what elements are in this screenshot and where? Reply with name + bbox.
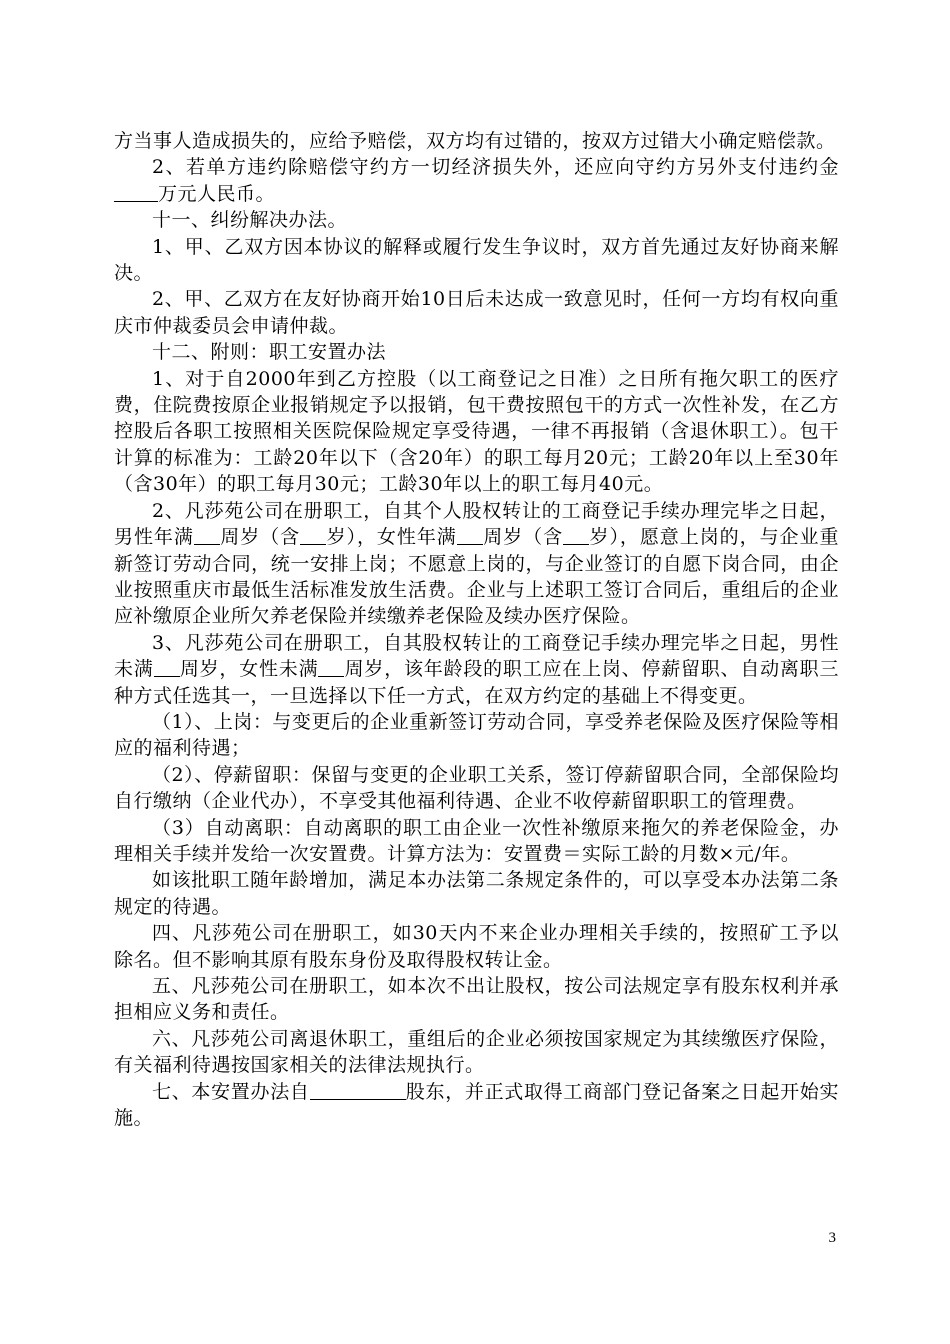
paragraph-text: 万元人民币。 [158, 182, 276, 205]
paragraph-text: 十二、附则：职工安置办法 [152, 341, 387, 364]
paragraph [114, 630, 839, 709]
paragraph-text: （1）、上岗：与变更后的企业重新签订劳动合同，享受养老保险及医疗保险等相应的福利待遇； [114, 710, 839, 760]
paragraph [114, 498, 839, 630]
fill-in-blank [194, 526, 220, 545]
paragraph [114, 207, 839, 233]
paragraph [114, 867, 839, 920]
paragraph-text: 十一、纠纷解决办法。 [152, 209, 348, 232]
fill-in-blank [114, 183, 158, 202]
paragraph-text: 岁），愿意上岗的，与企业重新签订劳动合同，统一安排上岗；不愿意上岗的，与企业签订的自愿下岗合同，由企业按照重庆市最低生活标准发放生活费。企业与上述职工签订合同后，重组后的企业应补缴原企业所欠养老保险并续缴养老保险及续办医疗保险。 [114, 526, 839, 628]
fill-in-blank [563, 526, 589, 545]
paragraph [114, 286, 839, 339]
paragraph [114, 128, 839, 154]
page-number: 3 [828, 1230, 836, 1246]
paragraph-text: 2、甲、乙双方在友好协商开始10日后未达成一致意见时，任何一方均有权向重庆市仲裁委员会申请仲裁。 [114, 288, 839, 337]
paragraph-text: 五、凡莎苑公司在册职工，如本次不出让股权，按公司法规定享有股东权利并承担相应义务和责任。 [114, 975, 839, 1024]
paragraph-text: 七、本安置办法自 [152, 1080, 310, 1103]
paragraph [114, 154, 839, 207]
paragraph-text: 岁），女性年满 [326, 526, 457, 549]
paragraph-text: 周岁（含 [482, 526, 564, 549]
paragraph-text: （3）自动离职：自动离职的职工由企业一次性补缴原来拖欠的养老保险金，办理相关手续并发给一次安置费。计算方法为：安置费＝实际工龄的月数×元/年。 [114, 816, 839, 865]
paragraph [114, 1026, 839, 1079]
paragraph-text: 1、甲、乙双方因本协议的解释或履行发生争议时，双方首先通过友好协商来解决。 [114, 235, 839, 285]
paragraph [114, 234, 839, 287]
paragraph-text: （2）、停薪留职：保留与变更的企业职工关系，签订停薪留职合同，全部保险均自行缴纳（企业代办），不享受其他福利待遇、企业不收停薪留职职工的管理费。 [114, 763, 839, 813]
paragraph-text: 如该批职工随年龄增加，满足本办法第二条规定条件的，可以享受本办法第二条规定的待遇。 [114, 869, 839, 918]
paragraph-text: 六、凡莎苑公司离退休职工，重组后的企业必须按国家规定为其续缴医疗保险，有关福利待遇按国家相关的法律法规执行。 [114, 1027, 839, 1077]
fill-in-blank [318, 658, 344, 677]
paragraph [114, 973, 839, 1026]
paragraph-text: 方当事人造成损失的，应给予赔偿，双方均有过错的，按双方过错大小确定赔偿款。 [114, 130, 836, 152]
paragraph [114, 1079, 839, 1132]
document-body [114, 128, 839, 1131]
fill-in-blank [300, 526, 326, 545]
paragraph-text: 周岁（含 [219, 526, 301, 549]
paragraph [114, 709, 839, 762]
fill-in-blank [154, 658, 180, 677]
paragraph-text: 2、凡莎苑公司在册职工，自其个人股权转让的工商登记手续办理完毕之日起，男性年满 [114, 499, 839, 549]
paragraph [114, 815, 839, 868]
paragraph-text: 周岁，该年龄段的职工应在上岗、停薪留职、自动离职三种方式任选其一，一旦选择以下任一方式，在双方约定的基础上不得变更。 [114, 658, 839, 707]
paragraph [114, 366, 839, 498]
paragraph-text: 周岁，女性未满 [179, 658, 319, 681]
fill-in-blank [457, 526, 483, 545]
paragraph-text: 2、若单方违约除赔偿守约方一切经济损失外，还应向守约方另外支付违约金 [152, 156, 839, 179]
paragraph-text: 四、凡莎苑公司在册职工，如30天内不来企业办理相关手续的，按照矿工予以除名。但不影响其原有股东身份及取得股权转让金。 [114, 922, 839, 971]
paragraph-text: 3、凡莎苑公司在册职工，自其股权转让的工商登记手续办理完毕之日起，男性未满 [114, 631, 839, 681]
paragraph [114, 920, 839, 973]
paragraph-text: 股东，并正式取得工商部门登记备案之日起开始实施。 [114, 1080, 839, 1130]
fill-in-blank [310, 1081, 406, 1100]
paragraph-text: 1、对于自2000年到乙方控股（以工商登记之日准）之日所有拖欠职工的医疗费，住院费按原企业报销规定予以报销，包干费按照包干的方式一次性补发，在乙方控股后各职工按照相关医院保险规定享受待遇，一律不再报销（含退休职工）。包干计算的标准为：工龄20年以下（含20年）的职工每月20元；工龄20年以上至30年（含30年）的职工每月30元；工龄30年以上的职工每月40元。 [114, 367, 839, 496]
paragraph [114, 762, 839, 815]
paragraph [114, 339, 839, 365]
